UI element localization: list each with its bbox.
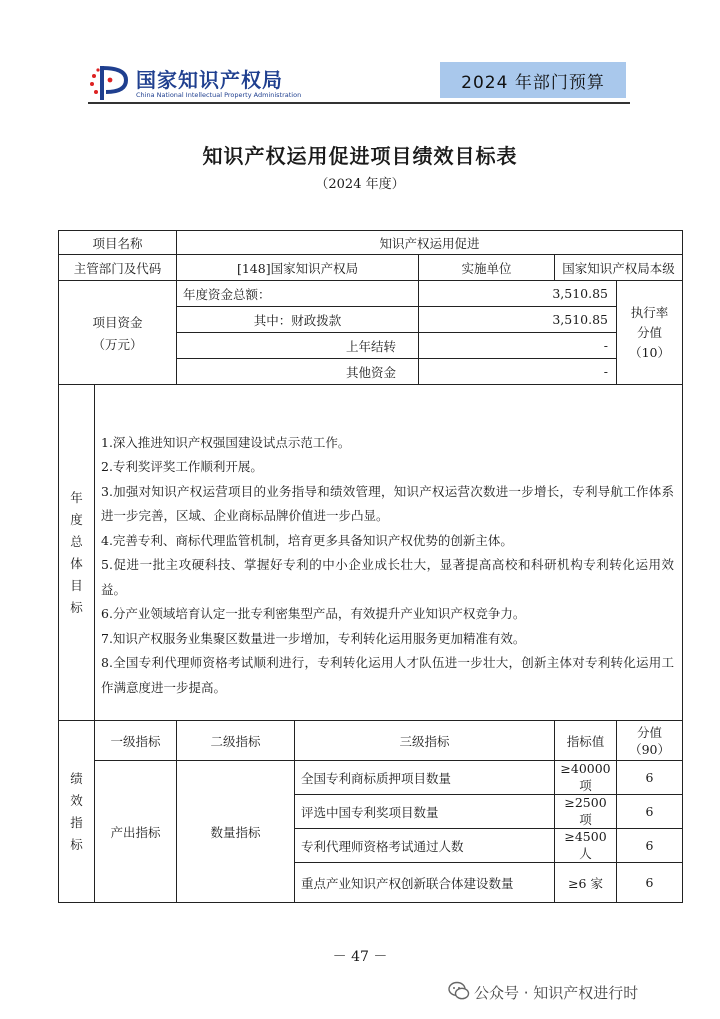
budget-tag: 2024 年部门预算: [440, 62, 626, 98]
header-score: [617, 721, 683, 761]
goal-item: 1.深入推进知识产权强国建设试点示范工作。: [101, 434, 351, 450]
page-number: － 47 －: [332, 949, 388, 965]
performance-goal-table: [58, 230, 683, 903]
indicator-name: 全国专利商标质押项目数量: [295, 761, 555, 795]
table-row: [59, 385, 683, 721]
indicator-value: ≥40000 项: [555, 761, 617, 795]
dept-label: 主管部门及代码: [59, 255, 177, 281]
perf-label-char: 标: [70, 836, 83, 852]
perf-label-char: 指: [70, 814, 83, 830]
indicator-value: ≥2500 项: [555, 795, 617, 829]
dept-value: [148]国家知识产权局: [177, 255, 419, 281]
page-subtitle: （2024 年度）: [315, 177, 405, 192]
funds-row-value: -: [419, 333, 617, 359]
funds-row-label: 年度资金总额：: [177, 281, 419, 307]
org-name-en: China National Intellectual Property Administration: [136, 91, 302, 99]
indicator-value: ≥6 家: [555, 863, 617, 903]
perf-indicator-label: [59, 721, 95, 903]
annual-goal-char: 标: [70, 599, 83, 615]
annual-goal-char: 度: [70, 511, 83, 527]
level1-value: 产出指标: [95, 761, 177, 903]
indicator-name: 重点产业知识产权创新联合体建设数量: [295, 863, 555, 903]
exec-rate-line1: 执行率: [630, 304, 669, 320]
funds-row-value: 3,510.85: [419, 307, 617, 333]
page-header: [88, 60, 630, 104]
exec-rate-line3: （10）: [629, 344, 670, 360]
page-title: 知识产权运用促进项目绩效目标表: [202, 144, 518, 168]
indicator-name: 评选中国专利奖项目数量: [295, 795, 555, 829]
indicator-value: ≥4500 人: [555, 829, 617, 863]
perf-label-char: 绩: [70, 770, 83, 786]
table-row: [59, 761, 683, 795]
header-level2: 二级指标: [177, 721, 295, 761]
table-row: [59, 255, 683, 281]
table-row: [59, 281, 683, 307]
funds-label-line1: 项目资金: [92, 314, 143, 330]
funds-row-label: 其他资金: [177, 359, 419, 385]
header-divider: [88, 102, 630, 104]
annual-goal-char: 目: [70, 577, 83, 593]
annual-goal-char: 年: [70, 489, 83, 505]
funds-label: [59, 281, 177, 385]
goal-item: 7.知识产权服务业集聚区数量进一步增加，专利转化运用服务更加精准有效。: [101, 630, 526, 646]
funds-row-value: 3,510.85: [419, 281, 617, 307]
impl-value: 国家知识产权局本级: [555, 255, 683, 281]
project-name-value: 知识产权运用促进: [177, 231, 683, 255]
funds-row-label: 上年结转: [177, 333, 419, 359]
cnipa-logo-icon: [88, 62, 132, 102]
annual-goal-label: [59, 385, 95, 721]
indicator-name: 专利代理师资格考试通过人数: [295, 829, 555, 863]
org-name-cn: 国家知识产权局: [136, 68, 283, 92]
indicator-score: 6: [617, 795, 683, 829]
header-level3: 三级指标: [295, 721, 555, 761]
funds-row-value: -: [419, 359, 617, 385]
annual-goals: [95, 385, 683, 721]
annual-goal-char: 总: [70, 533, 83, 549]
table-row: [59, 231, 683, 255]
perf-label-char: 效: [70, 792, 83, 808]
wechat-icon: [448, 981, 470, 1001]
level2-value: 数量指标: [177, 761, 295, 903]
indicator-score: 6: [617, 761, 683, 795]
header-level1: 一级指标: [95, 721, 177, 761]
watermark-text: 公众号 · 知识产权进行时: [474, 984, 639, 1002]
table-row: [59, 721, 683, 761]
header-score-line2: （90）: [629, 741, 670, 757]
impl-label: 实施单位: [419, 255, 555, 281]
header-value: 指标值: [555, 721, 617, 761]
goal-item: 3.加强对知识产权运营项目的业务指导和绩效管理，知识产权运营次数进一步增长，专利导航工作体系进一步完善，区域、企业商标品牌价值进一步凸显。: [101, 483, 675, 524]
indicator-score: 6: [617, 829, 683, 863]
funds-row-label: 其中：财政拨款: [177, 307, 419, 333]
goal-item: 5.促进一批主攻硬科技、掌握好专利的中小企业成长壮大，显著提高高校和科研机构专利转化运用效益。: [101, 557, 675, 597]
header-score-line1: 分值: [637, 724, 663, 740]
goal-item: 2.专利奖评奖工作顺利开展。: [101, 459, 263, 475]
indicator-score: 6: [617, 863, 683, 903]
exec-rate-line2: 分值: [637, 324, 663, 340]
project-name-label: 项目名称: [59, 231, 177, 255]
annual-goal-char: 体: [70, 555, 83, 571]
funds-label-line2: （万元）: [92, 336, 143, 352]
goal-item: 4.完善专利、商标代理监管机制，培育更多具备知识产权优势的创新主体。: [101, 532, 513, 548]
goal-item: 6.分产业领域培育认定一批专利密集型产品，有效提升产业知识产权竞争力。: [101, 606, 526, 622]
goal-item: 8.全国专利代理师资格考试顺利进行，专利转化运用人才队伍进一步壮大，创新主体对专利转化运用工作满意度进一步提高。: [101, 655, 675, 695]
exec-rate-cell: [617, 281, 683, 385]
